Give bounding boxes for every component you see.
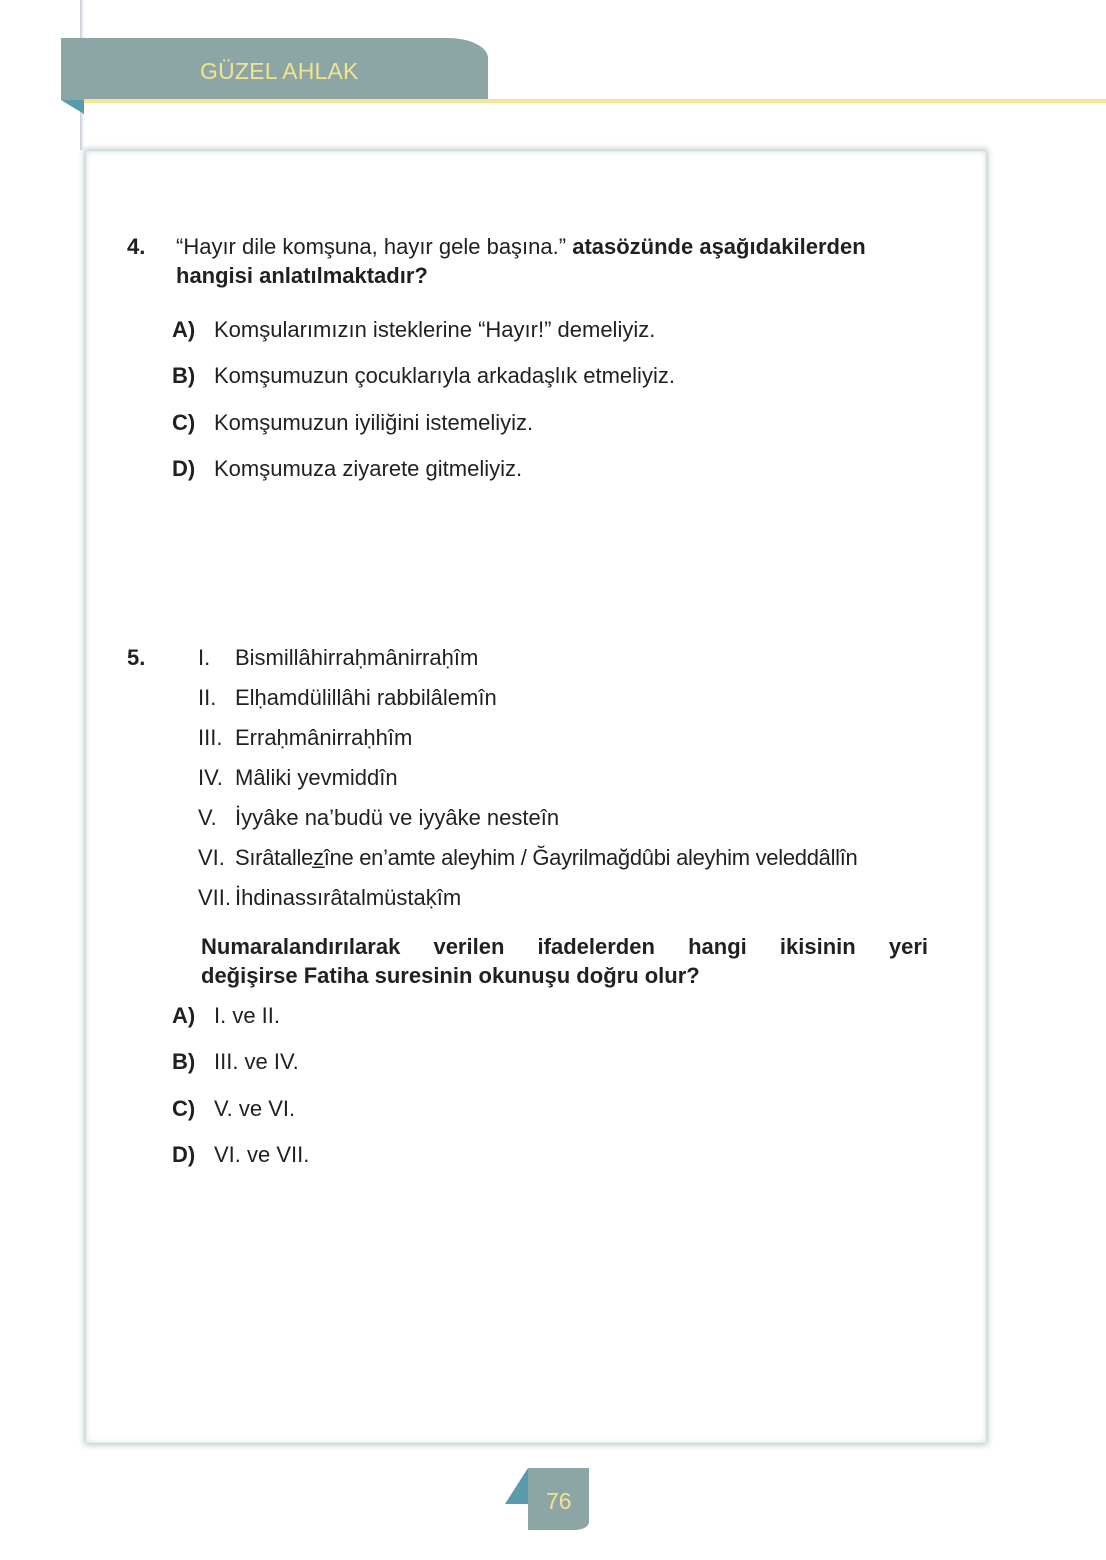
item-text: Bismillâhirraḥmânirraḥîm: [235, 645, 479, 670]
q4-stem-line2: hangisi anlatılmaktadır?: [176, 263, 428, 288]
section-title: GÜZEL AHLAK: [200, 58, 359, 84]
option-text: V. ve VI.: [214, 1096, 296, 1121]
q5-number: 5.: [127, 645, 146, 670]
tab-fold: [61, 100, 84, 114]
item-text: İhdinassırâtalmüstaḳîm: [235, 885, 462, 910]
item-text: Sırâtallez̲îne en’amte aleyhim / Ğayrilmağdûbi aleyhim veleddâllîn: [235, 845, 858, 870]
item-numeral: IV.: [198, 765, 223, 790]
question-box: [86, 151, 986, 1443]
option-text: Komşumuza ziyarete gitmeliyiz.: [214, 456, 523, 481]
item-text: Mâliki yevmiddîn: [235, 765, 398, 790]
q4-stem-bold: atasözünde aşağıdakilerden: [572, 234, 866, 259]
option-letter: A): [172, 317, 196, 342]
option-text: Komşularımızın isteklerine “Hayır!” demeliyiz.: [214, 317, 656, 342]
item-numeral: VII.: [198, 885, 232, 910]
option-letter: D): [172, 456, 196, 481]
option-letter: B): [172, 363, 196, 388]
item-numeral: VI.: [198, 845, 225, 870]
item-text: Erraḥmânirraḥhîm: [235, 725, 413, 750]
option-letter: D): [172, 1142, 196, 1167]
q4-number: 4.: [127, 234, 146, 259]
option-letter: C): [172, 1096, 196, 1121]
item-numeral: I.: [198, 645, 211, 670]
item-text: Elḥamdülillâhi rabbilâlemîn: [235, 685, 497, 710]
option-text: VI. ve VII.: [214, 1142, 310, 1167]
page-number: 76: [546, 1488, 572, 1514]
q5-stem: [201, 932, 928, 990]
option-text: Komşumuzun çocuklarıyla arkadaşlık etmeliyiz.: [214, 363, 675, 388]
page-tab-fold: [505, 1468, 528, 1504]
q5-stem-line2: değişirse Fatiha suresinin okunuşu doğru olur?: [201, 963, 700, 988]
header-rule: [84, 99, 1106, 103]
item-numeral: II.: [198, 685, 217, 710]
item-numeral: III.: [198, 725, 223, 750]
option-letter: A): [172, 1003, 196, 1028]
option-letter: B): [172, 1049, 196, 1074]
option-text: Komşumuzun iyiliğini istemeliyiz.: [214, 410, 534, 435]
q4-stem-line1: [176, 232, 866, 261]
item-numeral: V.: [198, 805, 217, 830]
q5-stem-line1: Numaralandırılarak verilen ifadelerden hangi ikisinin yeri: [201, 934, 928, 959]
q4-quote: “Hayır dile komşuna, hayır gele başına.”: [176, 234, 567, 259]
option-letter: C): [172, 410, 196, 435]
item-text: İyyâke na’budü ve iyyâke nesteîn: [235, 805, 560, 830]
option-text: III. ve IV.: [214, 1049, 299, 1074]
option-text: I. ve II.: [214, 1003, 281, 1028]
